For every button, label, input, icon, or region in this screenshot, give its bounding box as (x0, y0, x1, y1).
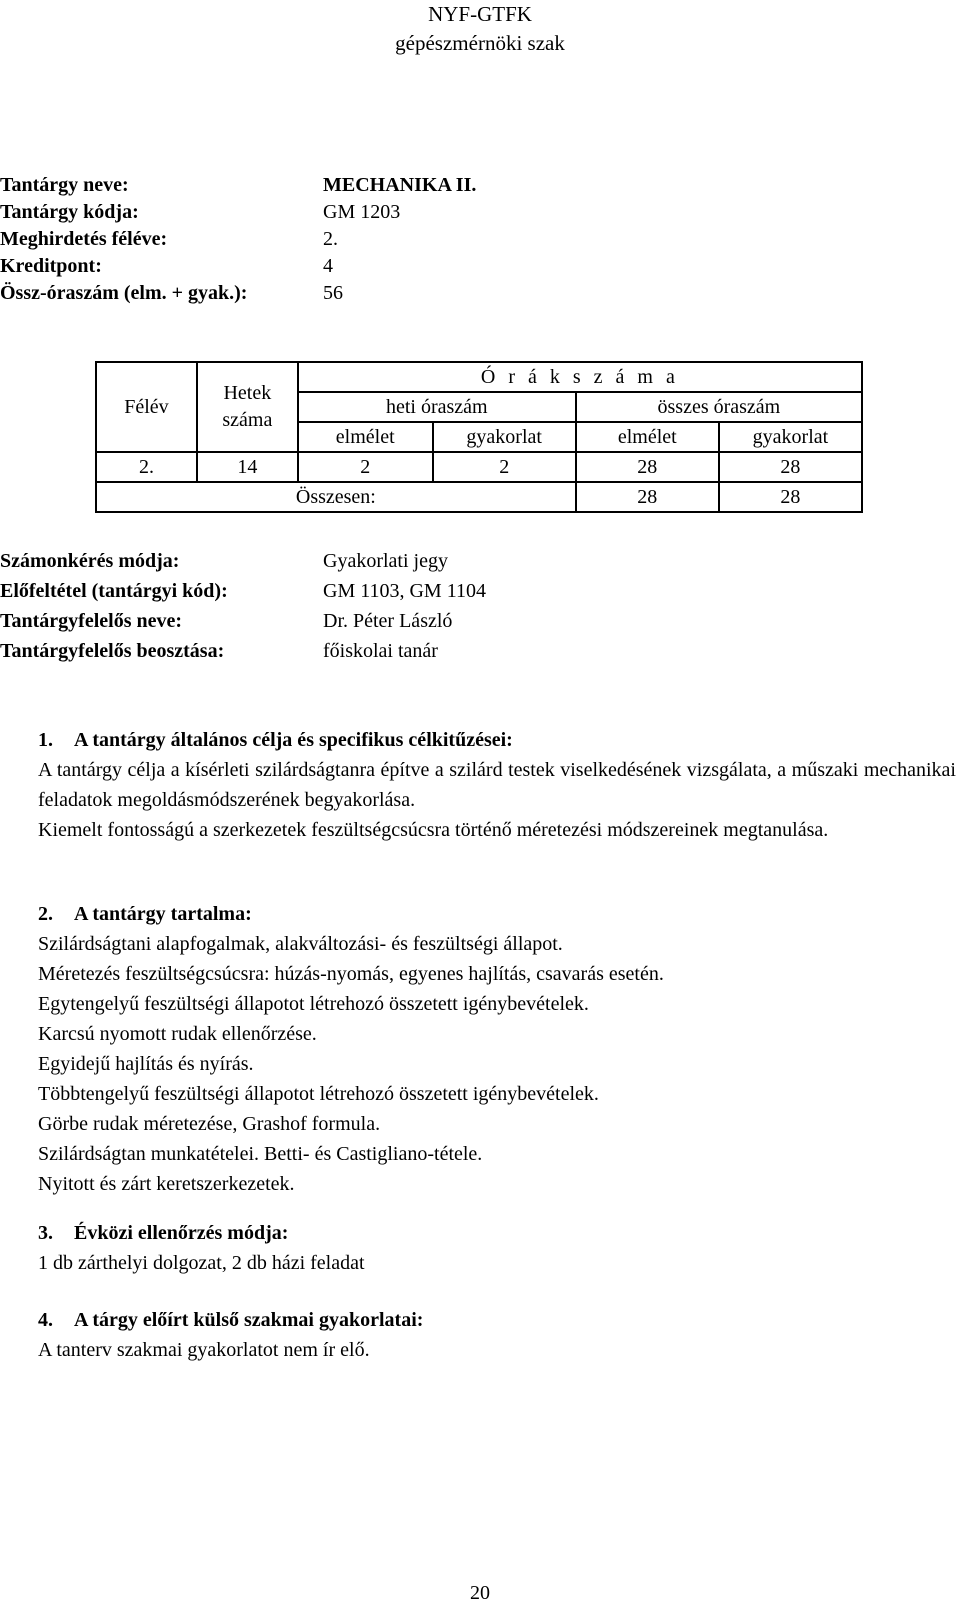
list-item: Szilárdságtani alapfogalmak, alakváltozási- és feszültségi állapot. (38, 933, 563, 955)
cell-hetek: 14 (197, 452, 298, 482)
hours-table (95, 361, 863, 513)
list-item: Egyidejű hajlítás és nyírás. (38, 1053, 254, 1075)
responsible-name-value: Dr. Péter László (323, 610, 453, 632)
credit-value: 4 (323, 255, 333, 277)
section-3 (38, 1218, 956, 1278)
section-3-heading: Évközi ellenőrzés módja: (74, 1222, 289, 1244)
section-3-number: 3. (38, 1222, 53, 1244)
list-item: Karcsú nyomott rudak ellenőrzése. (38, 1023, 317, 1045)
total-hours-value: 56 (323, 282, 343, 304)
section-4-title (38, 1305, 956, 1335)
header-osszes-gyakorlat: gyakorlat (719, 422, 862, 452)
page-number: 20 (470, 1582, 490, 1604)
section-1-paragraph-1: A tantárgy célja a kísérleti szilárdságtanra építve a szilárd testek viselkedésének vizsgálata, a műszaki mechanikai feladatok megoldásmódszerének begyakorlása. (38, 759, 956, 811)
cell-total-label: Összesen: (96, 482, 576, 512)
list-item: Többtengelyű feszültségi állapotot létrehozó összetett igénybevételek. (38, 1083, 599, 1105)
exam-type-row (0, 546, 486, 576)
list-item: Görbe rudak méretezése, Grashof formula. (38, 1113, 381, 1135)
responsible-position-row (0, 636, 486, 666)
prerequisite-value: GM 1103, GM 1104 (323, 580, 486, 602)
section-2-title (38, 899, 956, 929)
course-code-row (0, 199, 476, 226)
semester-value: 2. (323, 228, 338, 250)
section-3-title (38, 1218, 956, 1248)
header-hetek: Hetek száma (197, 362, 298, 452)
course-name-label: Tantárgy neve: (0, 174, 129, 196)
responsible-name-label: Tantárgyfelelős neve: (0, 610, 183, 632)
section-4-text: A tanterv szakmai gyakorlatot nem ír elő. (38, 1339, 370, 1361)
section-4-heading: A tárgy előírt külső szakmai gyakorlatai: (74, 1309, 424, 1331)
responsible-position-value: főiskolai tanár (323, 640, 438, 662)
cell-osszes-elmelet: 28 (576, 452, 719, 482)
document-header (0, 0, 960, 58)
cell-heti-elmelet: 2 (298, 452, 433, 482)
course-code-value: GM 1203 (323, 201, 401, 223)
course-name-row (0, 172, 476, 199)
section-1-title (38, 725, 956, 755)
prerequisite-label: Előfeltétel (tantárgyi kód): (0, 580, 228, 602)
header-orak-szama: Ó r á k s z á m a (298, 362, 862, 392)
header-osszes-oraszam: összes óraszám (576, 392, 862, 422)
course-code-label: Tantárgy kódja: (0, 201, 139, 223)
course-name-value: MECHANIKA II. (323, 174, 477, 196)
total-hours-label: Össz-óraszám (elm. + gyak.): (0, 282, 248, 304)
table-row (96, 452, 862, 482)
header-felev: Félév (96, 362, 197, 452)
section-4-number: 4. (38, 1309, 53, 1331)
header-heti-oraszam: heti óraszám (298, 392, 576, 422)
institution-name: NYF-GTFK (428, 2, 532, 26)
section-1-heading: A tantárgy általános célja és specifikus célkitűzései: (74, 729, 513, 751)
header-osszes-elmelet: elmélet (576, 422, 719, 452)
list-item: Méretezés feszültségcsúcsra: húzás-nyomás, egyenes hajlítás, csavarás esetén. (38, 963, 664, 985)
table-total-row (96, 482, 862, 512)
section-1 (38, 725, 956, 845)
section-2-heading: A tantárgy tartalma: (74, 903, 252, 925)
credit-row (0, 253, 476, 280)
course-info-block (0, 172, 476, 307)
semester-label: Meghirdetés féléve: (0, 228, 168, 250)
assessment-info-block (0, 546, 486, 666)
section-1-paragraph-2: Kiemelt fontosságú a szerkezetek feszültségcsúcsra történő méretezési módszereinek megtanulása. (38, 819, 829, 841)
total-hours-row (0, 280, 476, 307)
cell-heti-gyakorlat: 2 (433, 452, 576, 482)
exam-type-value: Gyakorlati jegy (323, 550, 448, 572)
credit-label: Kreditpont: (0, 255, 102, 277)
responsible-name-row (0, 606, 486, 636)
header-heti-elmelet: elmélet (298, 422, 433, 452)
cell-total-gyakorlat: 28 (719, 482, 862, 512)
list-item: Egytengelyű feszültségi állapotot létrehozó összetett igénybevételek. (38, 993, 589, 1015)
list-item: Szilárdságtan munkatételei. Betti- és Castigliano-tétele. (38, 1143, 483, 1165)
exam-type-label: Számonkérés módja: (0, 550, 180, 572)
cell-felev: 2. (96, 452, 197, 482)
section-3-text: 1 db zárthelyi dolgozat, 2 db házi feladat (38, 1252, 365, 1274)
section-2 (38, 899, 956, 1199)
prerequisite-row (0, 576, 486, 606)
cell-total-elmelet: 28 (576, 482, 719, 512)
list-item: Nyitott és zárt keretszerkezetek. (38, 1173, 295, 1195)
header-heti-gyakorlat: gyakorlat (433, 422, 576, 452)
semester-row (0, 226, 476, 253)
cell-osszes-gyakorlat: 28 (719, 452, 862, 482)
section-2-number: 2. (38, 903, 53, 925)
section-1-number: 1. (38, 729, 53, 751)
responsible-position-label: Tantárgyfelelős beosztása: (0, 640, 225, 662)
program-name: gépészmérnöki szak (395, 31, 565, 55)
section-4 (38, 1305, 956, 1365)
